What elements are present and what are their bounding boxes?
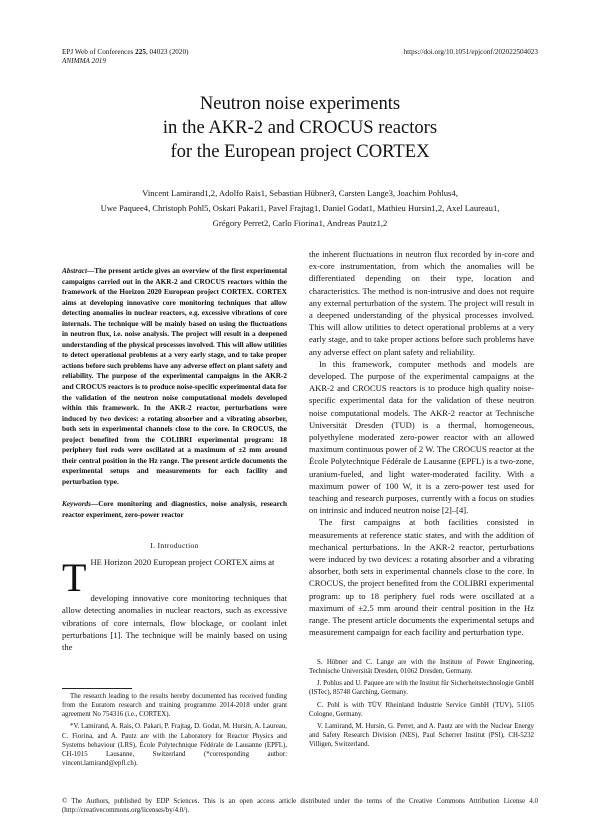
affiliation-footnote-tud: S. Hübner and C. Lange are with the Institute of Power Engineering, Technische Universität Dresden, 01062 Dresden, Germany. — [309, 659, 534, 676]
conference-name: ANIMMA 2019 — [62, 57, 106, 65]
journal-volume: 225 — [135, 48, 146, 56]
abstract-text: —The present article gives an overview of the first experimental campaigns carried out in the AKR-2 and CROCUS reactors within the framework of the Horizon 2020 European project CORTEX. CORTEX aims at developing innovative core monitoring techniques that allow detecting anomalies in nuclear reactors, e.g. excessive vibrations of core internals. The technique will be mainly based on using the fluctuations in neutron flux, i.e. noise analysis. The project will result in a deepened understanding of the physical processes involved. This will allow utilities to detect operational problems at a very early stage, and to take proper actions before such problems have any adverse effect on plant safety and reliability. The purpose of the experimental campaigns in the AKR-2 and CROCUS reactors is to produce noise-specific experimental data for the validation of the neutron noise computational models developed within this framework. In the AKR-2 reactor, perturbations were induced by two devices: a rotating absorber and a vibrating absorber, both sets in experimental channels close to the core. In CROCUS, the project benefited from the COLIBRI experimental program: 18 periphery fuel rods were oscillated at a maximum of ±2 mm around their central position in the Hz range. The present article documents the experimental setups and measurements for each facility and perturbation type. — [62, 267, 287, 486]
funding-footnote: The research leading to the results hereby documented has received funding from the Euratom research and training programme 2014-2018 under grant agreement No 754316 (i.e., CORTEX). — [62, 693, 287, 719]
doi-link[interactable]: https://doi.org/10.1051/epjconf/202022504023 — [403, 48, 538, 56]
running-header-left — [62, 48, 188, 66]
introduction-paragraph — [62, 556, 287, 654]
section-heading-introduction: I. Introduction — [150, 540, 199, 550]
affiliation-footnote-epfl: *V. Lamirand, A. Rais, O. Pakari, P. Frajtag, D. Godat, M. Hursin, A. Laureau, C. Fiorina, and A. Pautz are with the Laboratory for Reactor Physics and Systems behaviour (LRS), École Polytechnique Fédérale de Lausanne (EPFL), CH-1015 Lausanne, Switzerland (*corresponding author: vincent.lamirand@epfl.ch). — [62, 723, 287, 768]
license-notice: © The Authors, published by EDP Sciences. This is an open access article distributed under the terms of the Creative Commons Attribution License 4.0 (http://creativecommons.org/licenses/by/4.0/). — [62, 798, 538, 815]
authors-line-1: Vincent Lamirand1,2, Adolfo Rais1, Sebastian Hübner3, Carsten Lange3, Joachim Pohlus4, — [142, 188, 458, 198]
paper-title — [0, 92, 600, 164]
right-column — [309, 248, 534, 639]
footnotes-left — [62, 692, 287, 771]
journal-citation: EPJ Web of Conferences 225, 04023 (2020) — [62, 48, 189, 56]
authors-line-2: Uwe Paquee4, Christoph Pohl5, Oskari Pakari1, Pavel Frajtag1, Daniel Godat1, Mathieu Hursin1,2, Axel Laureau1, — [100, 203, 500, 213]
author-list — [62, 186, 538, 231]
authors-line-3: Grégory Perret2, Carlo Fiorina1, Andreas Pautz1,2 — [212, 218, 388, 228]
body-paragraph-1: the inherent fluctuations in neutron flux recorded by in-core and ex-core instrumentation, from which the anomalies will be differentiated depending on their type, location and characteristics. The method is non-intrusive and does not require any external perturbation of the system. The project will result in a deepened understanding of the physical processes involved. This will allow utilities to detect operational problems at a very early stage, and to take proper actions before such problems have any adverse effect on plant safety and reliability. — [309, 249, 534, 357]
body-paragraph-3: The first campaigns at both facilities consisted in measurements at reference static states, and with the addition of mechanical perturbations. In the AKR-2 reactor, perturbations were induced by two devices: a rotating absorber and a vibrating absorber, both sets in experimental channels close to the core. In CROCUS, the project benefited from the COLIBRI experimental program: up to 18 periphery fuel rods were oscillated at a maximum of ±2.5 mm around their central position in the Hz range. The present article documents the experimental setups and measurement campaign for each facility and perturbation type. — [309, 517, 534, 638]
title-line-1: Neutron noise experiments — [199, 93, 401, 114]
intro-first-line: HE Horizon 2020 European project CORTEX aims at — [90, 556, 275, 567]
abstract-label: Abstract — [62, 267, 87, 275]
drop-cap: T — [62, 554, 87, 600]
abstract — [62, 266, 287, 487]
body-paragraph-2: In this framework, computer methods and models are developed. The purpose of the experimental campaigns at the AKR-2 and CROCUS reactors is to produce high quality noise-specific experimental data for the validation of these neutron noise computational models. The AKR-2 reactor at Technische Universität Dresden (TUD) is a thermal, homogeneous, polyethylene moderated zero-power reactor with an allowed maximum continuous power of 2 W. The CROCUS reactor at the École Polytechnique Fédérale de Lausanne (EPFL) is a two-zone, uranium-fueled, and light water-moderated facility. With a maximum power of 100 W, it is a zero-power test used for teaching and research purposes, currently with a focus on studies on intrinsic and induced neutron noise [2]–[4]. — [309, 358, 534, 516]
intro-text: developing innovative core monitoring techniques that allow detecting anomalies in nuclear reactors, such as excessive vibrations of core internals, flow blockage, or coolant inlet perturbations [1]. The technique will be mainly based on using the — [62, 593, 287, 652]
title-line-3: for the European project CORTEX — [170, 141, 430, 162]
footnotes-right — [309, 658, 534, 752]
left-column — [62, 248, 287, 653]
title-line-2: in the AKR-2 and CROCUS reactors — [162, 117, 438, 138]
affiliation-footnote-psi: V. Lamirand, M. Hursin, G. Perret, and A. Pautz are with the Nuclear Energy and Safety Research Division (NES), Paul Scherrer Institut (PSI), CH-5232 Villigen, Switzerland. — [309, 722, 534, 749]
keywords — [62, 499, 287, 520]
affiliation-footnote-tuv: C. Pohl is with TÜV Rheinland Industrie Service GmbH (TUV), 51105 Cologne, Germany. — [309, 701, 534, 718]
footnote-divider — [62, 688, 132, 689]
keywords-text: —Core monitoring and diagnostics, noise analysis, research reactor experiment, zero-power reactor — [62, 500, 287, 520]
keywords-label: Keywords — [62, 500, 91, 509]
affiliation-footnote-istec: J. Pohlus and U. Paquee are with the Institut für Sicherheitstechnologie GmbH (ISTec), 85748 Garching, Germany. — [309, 680, 534, 697]
